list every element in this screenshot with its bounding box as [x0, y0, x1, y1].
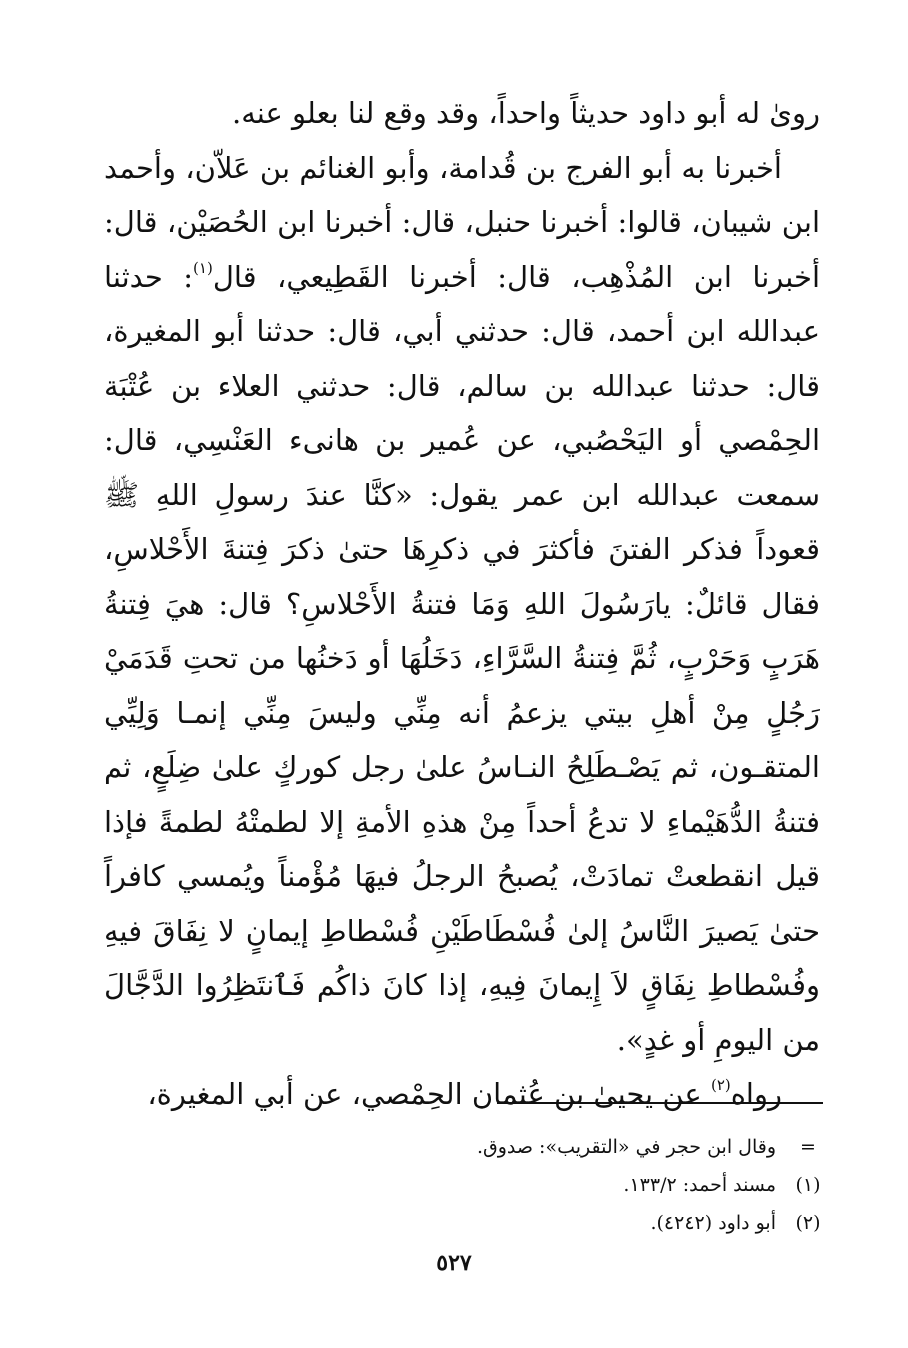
footnote-separator	[497, 1102, 823, 1104]
footnote-text: مسند أحمد: ١٣٣/٢.	[623, 1174, 776, 1196]
footnote-mark: (٢)	[795, 1212, 821, 1234]
footnote-ref-1: (١)	[193, 258, 213, 277]
paragraph-3-part-1: رواه	[730, 1077, 782, 1111]
footnote-text: أبو داود (٤٢٤٢).	[650, 1212, 776, 1234]
paragraph-2-part-2: : حدثنا عبدالله ابن أحمد، قال: حدثني أبي، قال: حدثنا أبو المغيرة، قال: حدثنا عبدالله بن سالم، قال: حدثني العلاء بن عُتْبَة الحِمْصي أو اليَحْصُبي، عن عُمير بن هانىء العَنْسِي، قال: سمعت عبدالله ابن عمر يقول: «كنَّا عندَ رسولِ اللهِ ﷺ قعوداً فذكر الفتنَ فأكثرَ في ذكرِهَا حتىٰ ذكرَ فِتنةَ الأَحْلاسِ، فقال قائلٌ: يارَسُولَ اللهِ وَمَا فتنةُ الأَحْلاسِ؟ قال: هيَ فِتنةُ هَرَبٍ وَحَرْبٍ، ثُمَّ فِتنةُ السَّرَّاءِ، دَخَلُهَا أو دَخنُها من تحتِ قَدَمَيْ رَجُلٍ مِنْ أهلِ بيتي يزعمُ أنه مِنِّي وليسَ مِنِّي إنمـا وَلِيِّي المتقـون، ثم يَصْـطَلِحُ النـاسُ علىٰ رجل كوركٍ علىٰ ضِلَعٍ، ثم فتنةُ الدُّهَيْماءِ لا تدعُ أحداً مِنْ هذهِ الأمةِ إلا لطمتْهُ لطمةً فإذا قيل انقطعتْ تمادَتْ، يُصبحُ الرجلُ فيهَا مُؤْمناً ويُمسي كافراً حتىٰ يَصيرَ النَّاسُ إلىٰ فُسْطَاطَيْنِ فُسْطاطِ إيمانٍ لا نِفَاقَ فيهِ وفُسْطاطِ نِفَاقٍ لاَ إِيمانَ فِيهِ، إذا كانَ ذاكُم فَٱنتَظِرُوا الدَّجَّالَ من اليومِ أو غدٍ».	[104, 259, 820, 1057]
main-text	[104, 86, 820, 1122]
paragraph-3-part-2: عن يحيىٰ بن عُثمان الحِمْصي، عن أبي المغيرة،	[147, 1077, 711, 1111]
footnotes	[104, 1128, 826, 1242]
footnote-item	[104, 1166, 826, 1204]
footnote-item	[104, 1128, 826, 1166]
footnote-mark: (١)	[795, 1174, 821, 1196]
paragraph-2	[104, 141, 820, 1068]
paragraph-3	[104, 1067, 820, 1122]
page-number: ٥٢٧	[436, 1250, 472, 1276]
paragraph-2-part-1: أخبرنا به أبو الفرج بن قُدامة، وأبو الغنائم بن عَلاّن، وأحمد ابن شيبان، قالوا: أخبرنا حنبل، قال: أخبرنا ابن الحُصَيْن، قال: أخبرنا ابن المُذْهِب، قال: أخبرنا القَطِيعي، قال	[104, 150, 821, 294]
footnote-ref-2: (٢)	[710, 1076, 731, 1094]
footnote-mark: =	[800, 1136, 816, 1158]
footnote-item	[104, 1204, 826, 1242]
paragraph-1: رویٰ له أبو داود حديثاً واحداً، وقد وقع لنا بعلو عنه.	[232, 96, 820, 130]
footnote-text: وقال ابن حجر في «التقريب»: صدوق.	[476, 1136, 776, 1158]
